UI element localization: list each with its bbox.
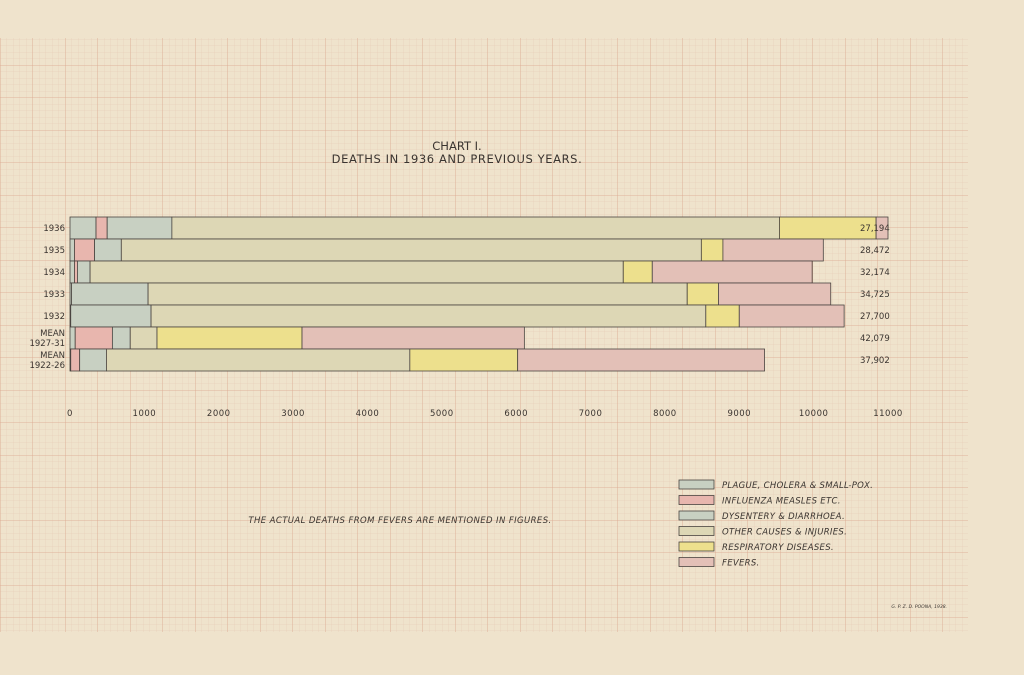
legend-label-2: DYSENTERY & DIARRHOEA. (722, 512, 845, 522)
bar-segment-4-4 (706, 305, 739, 327)
bar-segment-5-4 (157, 327, 302, 349)
printer-credit: G. P. Z. D. POONA, 1938. (891, 605, 947, 610)
bar-segment-1-3 (121, 239, 701, 261)
bar-segment-1-0 (70, 239, 74, 261)
category-label-1-0: 1935 (43, 246, 65, 256)
x-tick-2: 2000 (206, 409, 231, 419)
data-label-5: 42,079 (860, 334, 890, 344)
category-label-5-1: 1927-31 (29, 339, 65, 349)
bar-segment-5-2 (112, 327, 130, 349)
data-label-4: 27,700 (860, 312, 890, 322)
legend-swatch-5 (679, 558, 714, 567)
x-tick-1: 1000 (132, 409, 157, 419)
bar-segment-4-2 (71, 305, 151, 327)
bar-segment-6-3 (106, 349, 409, 371)
bar-segment-3-5 (718, 283, 830, 305)
legend-label-0: PLAGUE, CHOLERA & SMALL-POX. (722, 481, 874, 491)
bar-segment-2-0 (70, 261, 74, 283)
x-tick-4: 4000 (355, 409, 380, 419)
x-tick-11: 11000 (873, 409, 903, 419)
data-label-3: 34,725 (860, 290, 890, 300)
legend-swatch-1 (679, 496, 714, 505)
legend-label-5: FEVERS. (722, 558, 760, 569)
data-label-1: 28,472 (860, 246, 890, 256)
category-label-2-0: 1934 (43, 268, 65, 278)
category-label-6-0: MEAN (40, 351, 65, 361)
bar-segment-6-1 (71, 349, 80, 371)
bar-segment-6-5 (518, 349, 765, 371)
bar-segment-5-0 (70, 327, 75, 349)
bar-segment-2-1 (74, 261, 77, 283)
bar-segment-3-4 (687, 283, 718, 305)
category-label-0-0: 1936 (43, 224, 65, 234)
bar-segment-2-3 (90, 261, 623, 283)
bar-segment-0-2 (107, 217, 172, 239)
chart-subtitle: DEATHS IN 1936 AND PREVIOUS YEARS. (331, 152, 583, 166)
bar-segment-0-3 (172, 217, 780, 239)
bar-segment-5-5 (302, 327, 524, 349)
x-tick-7: 7000 (578, 409, 603, 419)
x-tick-9: 9000 (727, 409, 752, 419)
x-tick-5: 5000 (429, 409, 454, 419)
bar-segment-2-4 (623, 261, 652, 283)
chart-title: CHART I. (432, 139, 482, 153)
data-label-2: 32,174 (860, 268, 890, 278)
legend-label-1: INFLUENZA MEASLES ETC. (722, 496, 841, 507)
x-tick-3: 3000 (281, 409, 305, 419)
x-tick-10: 10000 (798, 409, 829, 419)
category-label-4-0: 1932 (43, 312, 65, 322)
x-tick-0: 0 (67, 409, 73, 419)
x-tick-6: 6000 (504, 409, 529, 419)
bar-segment-1-4 (701, 239, 723, 261)
legend-swatch-4 (679, 542, 714, 551)
legend-label-4: RESPIRATORY DISEASES. (722, 543, 834, 553)
bar-segment-6-2 (80, 349, 107, 371)
bar-segment-3-2 (71, 283, 148, 305)
bar-segment-6-4 (410, 349, 518, 371)
category-label-5-0: MEAN (40, 329, 65, 339)
data-label-6: 37,902 (860, 356, 890, 366)
bar-segment-3-3 (148, 283, 687, 305)
bar-segment-4-3 (151, 305, 706, 327)
bar-segment-2-5 (652, 261, 812, 283)
bar-segment-0-1 (96, 217, 107, 239)
bar-segment-4-5 (739, 305, 844, 327)
bar-segment-5-1 (75, 327, 112, 349)
x-tick-8: 8000 (653, 409, 677, 419)
data-label-0: 27,194 (860, 224, 890, 234)
bar-segment-1-5 (723, 239, 823, 261)
bar-segment-1-1 (74, 239, 94, 261)
legend-label-3: OTHER CAUSES & INJURIES. (722, 527, 848, 538)
category-label-3-0: 1933 (43, 290, 65, 300)
bar-segment-1-2 (95, 239, 122, 261)
legend-swatch-0 (679, 480, 714, 489)
bar-segment-2-2 (77, 261, 90, 283)
legend-swatch-2 (679, 511, 714, 520)
fevers-annotation: THE ACTUAL DEATHS FROM FEVERS ARE MENTIONED IN FIGURES. (248, 516, 552, 526)
legend-swatch-3 (679, 527, 714, 536)
category-label-6-1: 1922-26 (29, 361, 65, 371)
bar-segment-5-3 (130, 327, 157, 349)
bar-segment-0-0 (70, 217, 96, 239)
